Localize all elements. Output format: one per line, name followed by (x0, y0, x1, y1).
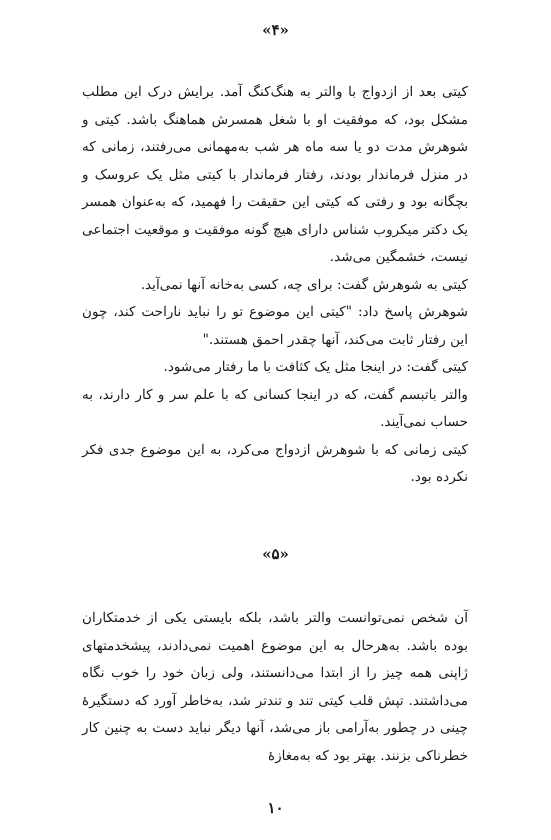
section-4-heading: «۴» (262, 21, 289, 39)
section-4-paragraph-1: کیتی بعد از ازدواج با والتر به هنگ‌کنگ آمد. برایش درک این مطلب مشکل بود، که موفقیت او با شغل همسرش هماهنگ باشد. کیتی و شوهرش مدت دو یا سه ماه هر شب به‌مهمانی می‌رفتند، زمانی که در منزل فرماندار بودند، رفتار فرماندار با کیتی مثل یک عروسک و بچگانه بود و رفتی که کیتی این حقیقت را فهمید، که به‌عنوان همسر یک دکتر میکروب شناس دارای هیچ گونه موفقیت و موقعیت اجتماعی نیست، خشمگین می‌شد. (82, 84, 468, 265)
section-5-body (82, 605, 468, 770)
section-5-heading: «۵» (262, 545, 289, 563)
section-4-paragraph-2: کیتی به شوهرش گفت: برای چه، کسی به‌خانه آنها نمی‌آید. (140, 276, 468, 293)
section-5-paragraph-1: آن شخص نمی‌توانست والتر باشد، بلکه بایستی یکی از خدمتکاران بوده باشد. به‌هرحال به این موضوع اهمیت نمی‌دادند، پیشخدمتهای ژاپنی همه چیز را از ابتدا می‌دانستند، ولی زبان خود را خوب نگاه می‌داشتند. تپش قلب کیتی تند و تندتر شد، به‌خاطر آورد که دستگیرهٔ چینی در چطور به‌آرامی باز می‌شد، آنها دیگر نباید دست به چنین کار خطرناکی بزنند. بهتر بود که به‌مغازهٔ (82, 610, 468, 764)
section-4-paragraph-6: کیتی زمانی که با شوهرش ازدواج می‌کرد، به این موضوع جدی فکر نکرده بود. (82, 441, 468, 485)
section-4-paragraph-3: شوهرش پاسخ داد: "کیتی این موضوع تو را نباید ناراحت کند، چون این رفتار ثابت می‌کند، آنها چقدر احمق هستند." (82, 304, 468, 348)
section-4-paragraph-4: کیتی گفت: در اینجا مثل یک کثافت با ما رفتار می‌شود. (163, 359, 468, 375)
section-4-paragraph-5: والتر باتبسم گفت، که در اینجا کسانی که با علم سر و کار دارند، به حساب نمی‌آیند. (82, 386, 468, 430)
page-number: ۱۰ (267, 799, 284, 817)
section-4-body (82, 79, 468, 492)
